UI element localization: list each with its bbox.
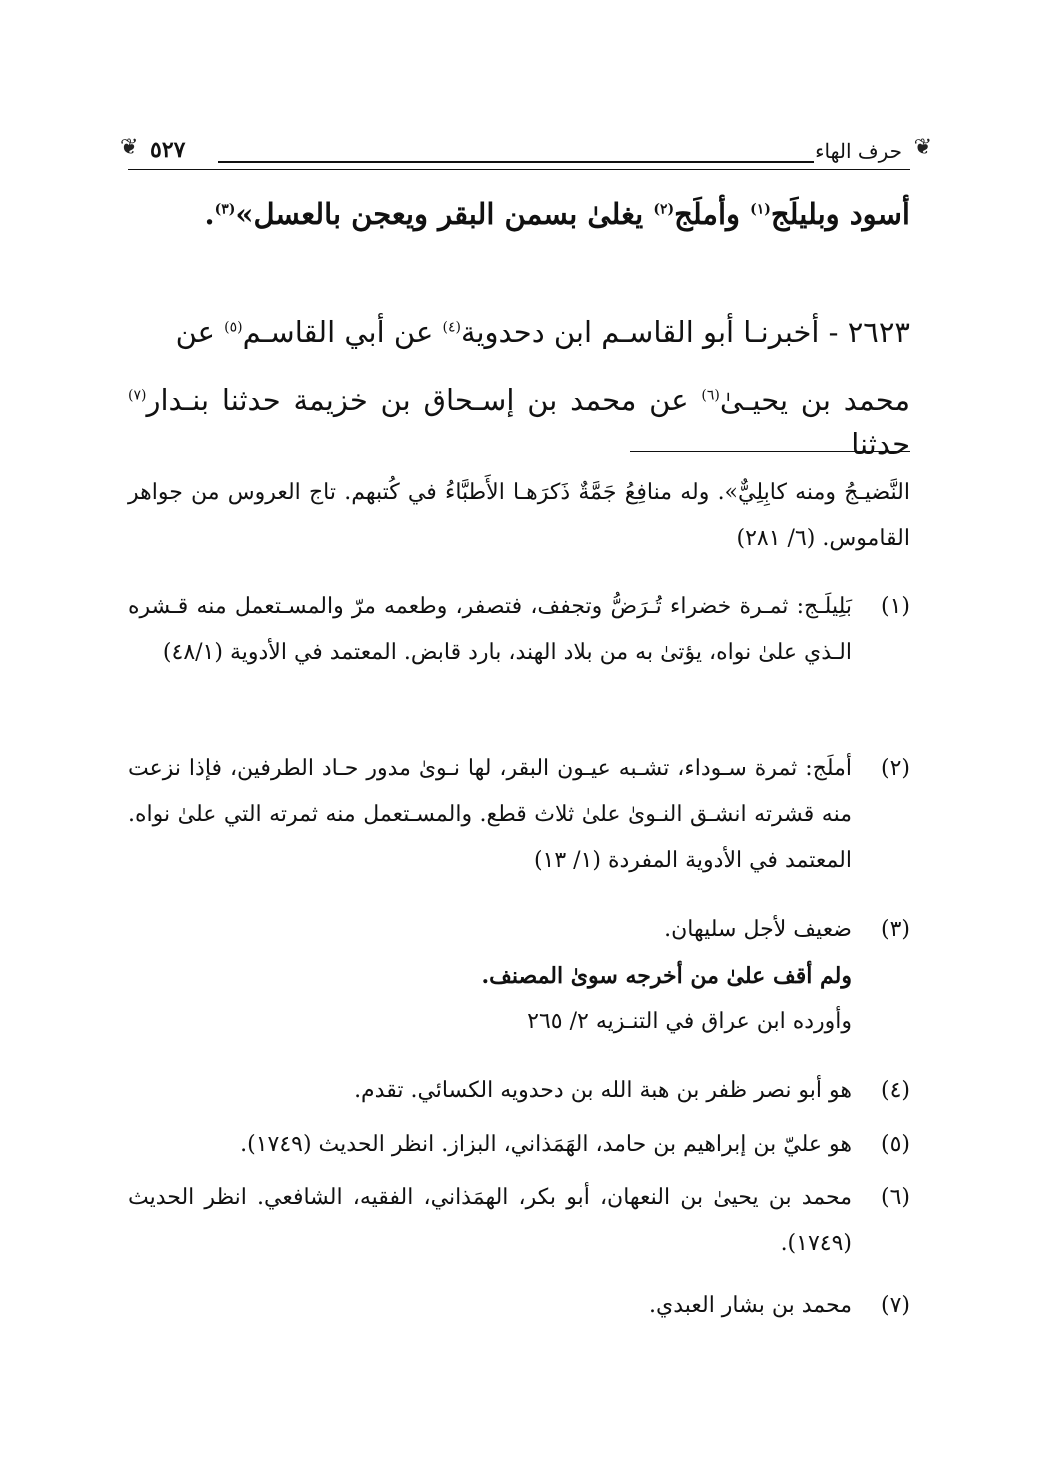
footnote-number: (٧): [880, 1293, 910, 1318]
footnote-number: (٤): [880, 1078, 910, 1103]
footnote-number: (٣): [880, 917, 910, 942]
footnote-number: (٢): [880, 756, 910, 781]
ornament-icon: ❦: [913, 135, 932, 160]
footnote-divider: [630, 451, 910, 452]
footnote-3: (٣) ضعيف لأجل سليهان. ولم أقف علىٰ من أخرجه سوىٰ المصنف. وأورده ابن عراق في التنـزيه ٢/ ٢٦٥: [128, 907, 910, 1045]
footnote-6: (٦) محمد بن يحيىٰ بن النعهان، أبو بكر، الهمَذاني، الفقيه، الشافعي. انظر الحديث (١٧٤٩).: [128, 1175, 910, 1267]
footnote-number: (٦): [880, 1185, 910, 1210]
text-line-1: أسود وبليلَج$^{(١)}$ وأملَج$^{(٢)}$ يغلىٰ بسمن البقر ويعجن بالعسل»$^{(٣)}$.: [204, 197, 910, 231]
footnote-number: (١): [880, 594, 910, 619]
footnote-7: (٧) محمد بن بشار العبدي.: [128, 1283, 910, 1329]
header-underline: [128, 169, 910, 170]
chapter-title: حرف الهاء: [815, 139, 902, 163]
text-line-3: محمد بن يحيـىٰ$^{(٦)}$ عن محمد بن إسـحاق بن خزيمة حدثنا بنـدار$^{(٧)}$ حدثنا: [128, 383, 910, 461]
footnote-2: (٢) أملَج: ثمرة سـوداء، تشـبه عيـون البقر، لها نـوىٰ مدور حـاد الطرفين، فإذا نزعت منه قشرته انشـق النـوىٰ علىٰ ثلاث قطع. والمسـتعمل منه ثمرته التي علىٰ نواه. المعتمد في الأدوية المفردة (١/ ١٣): [128, 746, 910, 884]
page-number: ٥٢٧: [150, 137, 186, 163]
ornament-icon: ❦: [120, 135, 139, 160]
footnote-continuation: النَّضيـجُ ومنه كابِلِيٌّ». وله منافِعُ جَمَّةٌ ذَكرَهـا الأَطبَّاءُ في كُتبهم. تاج العروس من جواهر القاموس. (٦/ ٢٨١): [128, 480, 910, 551]
footnote-number: (٥): [880, 1132, 910, 1157]
text-line-2: ٢٦٢٣ - أخبرنـا أبو القاسـم ابن دحدوية$^{(٤)}$ عن أبي القاسـم$^{(٥)}$ عن: [175, 315, 910, 349]
running-header: [120, 133, 932, 171]
footnote-5: (٥) هو عليّ بن إبراهيم بن حامد، الهَمَذاني، البزاز. انظر الحديث (١٧٤٩).: [128, 1122, 910, 1168]
footnote-1: (١) بَلِيلَـج: ثمـرة خضراء تُـرَضُّ وتجفف، فتصفر، وطعمه مرّ والمسـتعمل منه قـشره الـذي علىٰ نواه، يؤتىٰ به من بلاد الهند، بارد قابض. المعتمد في الأدوية (٤٨/١): [128, 584, 910, 676]
footnote-4: (٤) هو أبو نصر ظفر بن هبة الله بن دحدويه الكسائي. تقدم.: [128, 1068, 910, 1114]
